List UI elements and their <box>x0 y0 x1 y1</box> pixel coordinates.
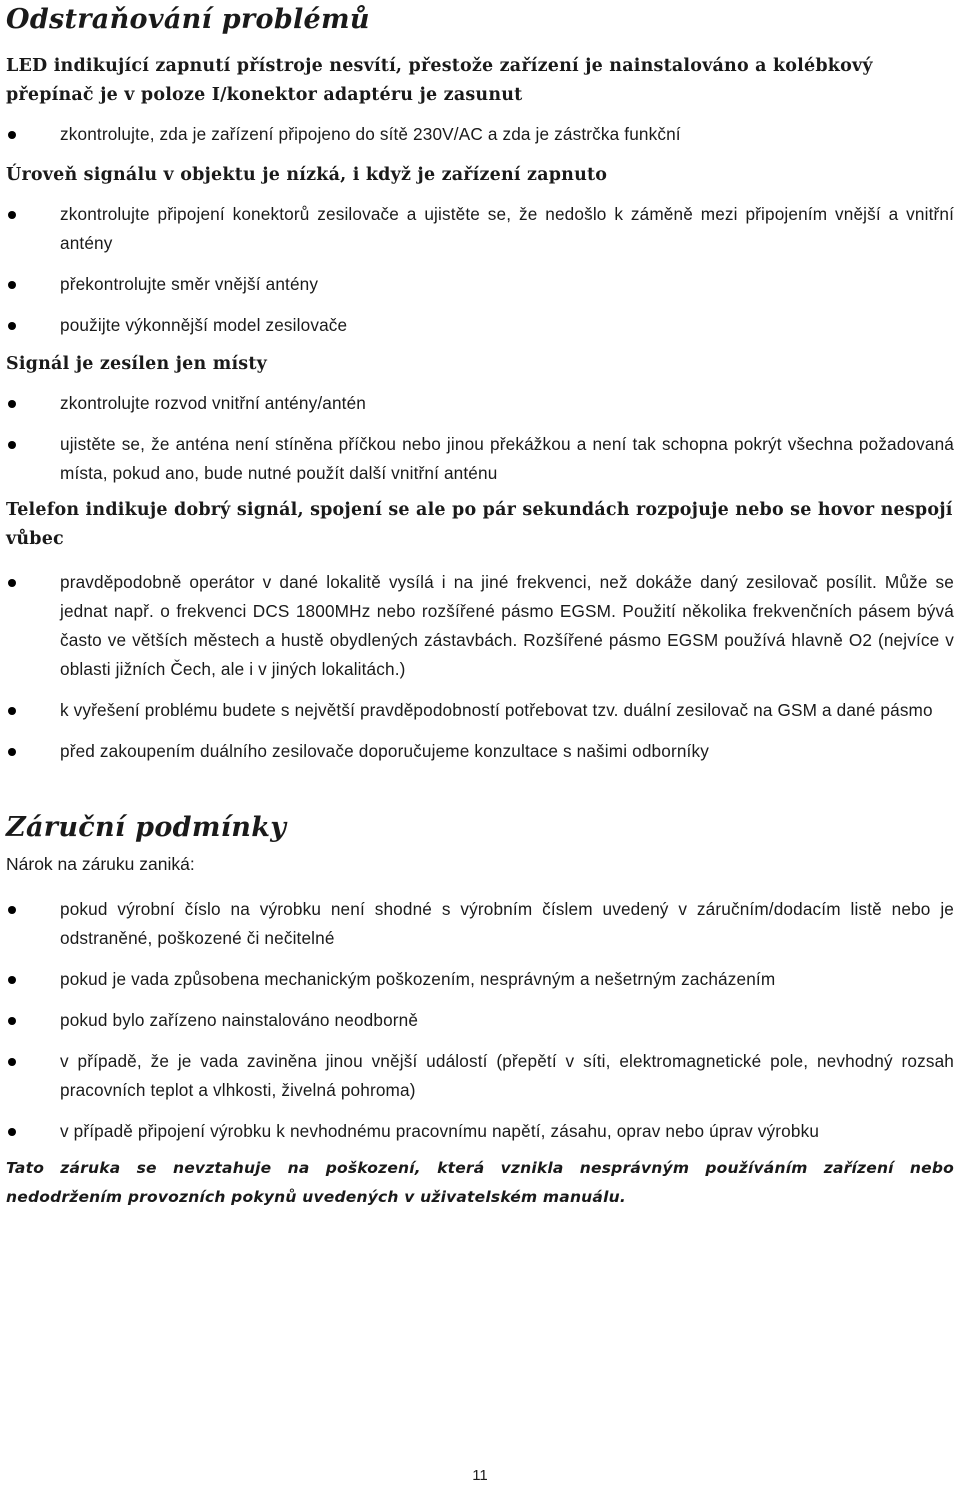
list-item-text: pokud bylo zařízeno nainstalováno neodborně <box>60 1010 419 1030</box>
list-item-text: překontrolujte směr vnější antény <box>60 274 319 294</box>
section-heading-partial-signal: Signál je zesílen jen místy <box>6 354 268 374</box>
bullet-icon <box>8 707 16 715</box>
list-item <box>6 430 954 488</box>
bullet-icon <box>8 400 16 408</box>
bullet-icon <box>8 131 16 139</box>
bullet-icon <box>8 1058 16 1066</box>
section-heading-call-drop: Telefon indikuje dobrý signál, spojení se ale po pár sekundách rozpojuje nebo se hovor nespojí vůbec <box>6 500 953 549</box>
list-item-text: pokud výrobní číslo na výrobku není shodné s výrobním číslem uvedený v záručním/dodacím listě nebo je odstraněné, poškozené či nečitelné <box>60 899 954 948</box>
list-item <box>6 568 954 684</box>
bullet-icon <box>8 976 16 984</box>
list-item <box>6 270 954 299</box>
list-item <box>6 895 954 953</box>
warranty-intro: Nárok na záruku zaniká: <box>6 854 195 874</box>
list-item-text: pravděpodobně operátor v dané lokalitě vysílá i na jiné frekvenci, než dokáže daný zesilovač posílit. Může se jednat např. o frekvenci DCS 1800MHz nebo rozšířené pásmo EGSM. Použití několika frekvenčních pásem bývá často ve větších městech a hustě obydlených zástavbách. Rozšířené pásmo EGSM používá hlavně O2 (nejvíce v oblasti jižních Čech, ale i v jiných lokalitách.) <box>60 572 954 679</box>
list-item <box>6 120 954 149</box>
bullet-icon <box>8 322 16 330</box>
list-item <box>6 311 954 340</box>
list-item <box>6 1047 954 1105</box>
bullet-icon <box>8 441 16 449</box>
section-list-led <box>6 120 954 149</box>
list-item-text: použijte výkonnější model zesilovače <box>60 315 348 335</box>
bullet-icon <box>8 906 16 914</box>
bullet-icon <box>8 1017 16 1025</box>
list-item <box>6 965 954 994</box>
section-heading-led: LED indikující zapnutí přístroje nesvítí, přestože zařízení je nainstalováno a kolébkový přepínač je v poloze I/konektor adaptéru je zasunut <box>6 56 873 105</box>
list-item-text: k vyřešení problému budete s největší pravděpodobností potřebovat tzv. duální zesilovač na GSM a dané pásmo <box>60 700 933 720</box>
warranty-note: Tato záruka se nevztahuje na poškození, která vznikla nesprávným používáním zařízení nebo nedodržením provozních pokynů uvedených v uživatelském manuálu. <box>6 1159 954 1206</box>
warranty-title: Záruční podmínky <box>6 812 287 843</box>
section-list-call-drop <box>6 568 954 766</box>
bullet-icon <box>8 281 16 289</box>
bullet-icon <box>8 211 16 219</box>
list-item-text: zkontrolujte, zda je zařízení připojeno do sítě 230V/AC a zda je zástrčka funkční <box>60 124 681 144</box>
list-item-text: zkontrolujte připojení konektorů zesilovače a ujistěte se, že nedošlo k záměně mezi připojením vnější a vnitřní antény <box>60 204 954 253</box>
section-list-low-signal <box>6 200 954 340</box>
bullet-icon <box>8 1128 16 1136</box>
list-item <box>6 389 954 418</box>
list-item-text: v případě, že je vada zaviněna jinou vnější událostí (přepětí v síti, elektromagnetické pole, nevhodný rozsah pracovních teplot a vlhkosti, živelná pohroma) <box>60 1051 954 1100</box>
section-list-partial-signal <box>6 389 954 488</box>
list-item-text: zkontrolujte rozvod vnitřní antény/antén <box>60 393 367 413</box>
list-item <box>6 696 954 725</box>
list-item-text: před zakoupením duálního zesilovače doporučujeme konzultace s našimi odborníky <box>60 741 709 761</box>
troubleshooting-title: Odstraňování problémů <box>6 4 370 35</box>
section-heading-low-signal: Úroveň signálu v objektu je nízká, i když je zařízení zapnuto <box>6 165 608 185</box>
list-item <box>6 1006 954 1035</box>
list-item <box>6 200 954 258</box>
page-number: 11 <box>472 1467 488 1484</box>
bullet-icon <box>8 748 16 756</box>
list-item-text: pokud je vada způsobena mechanickým poškozením, nesprávným a nešetrným zacházením <box>60 969 776 989</box>
bullet-icon <box>8 579 16 587</box>
warranty-list <box>6 895 954 1146</box>
list-item-text: v případě připojení výrobku k nevhodnému pracovnímu napětí, zásahu, oprav nebo úprav výrobku <box>60 1121 820 1141</box>
list-item-text: ujistěte se, že anténa není stíněna příčkou nebo jinou překážkou a není tak schopna pokrýt všechna požadovaná místa, pokud ano, bude nutné použít další vnitřní anténu <box>60 434 954 483</box>
list-item <box>6 737 954 766</box>
list-item <box>6 1117 954 1146</box>
